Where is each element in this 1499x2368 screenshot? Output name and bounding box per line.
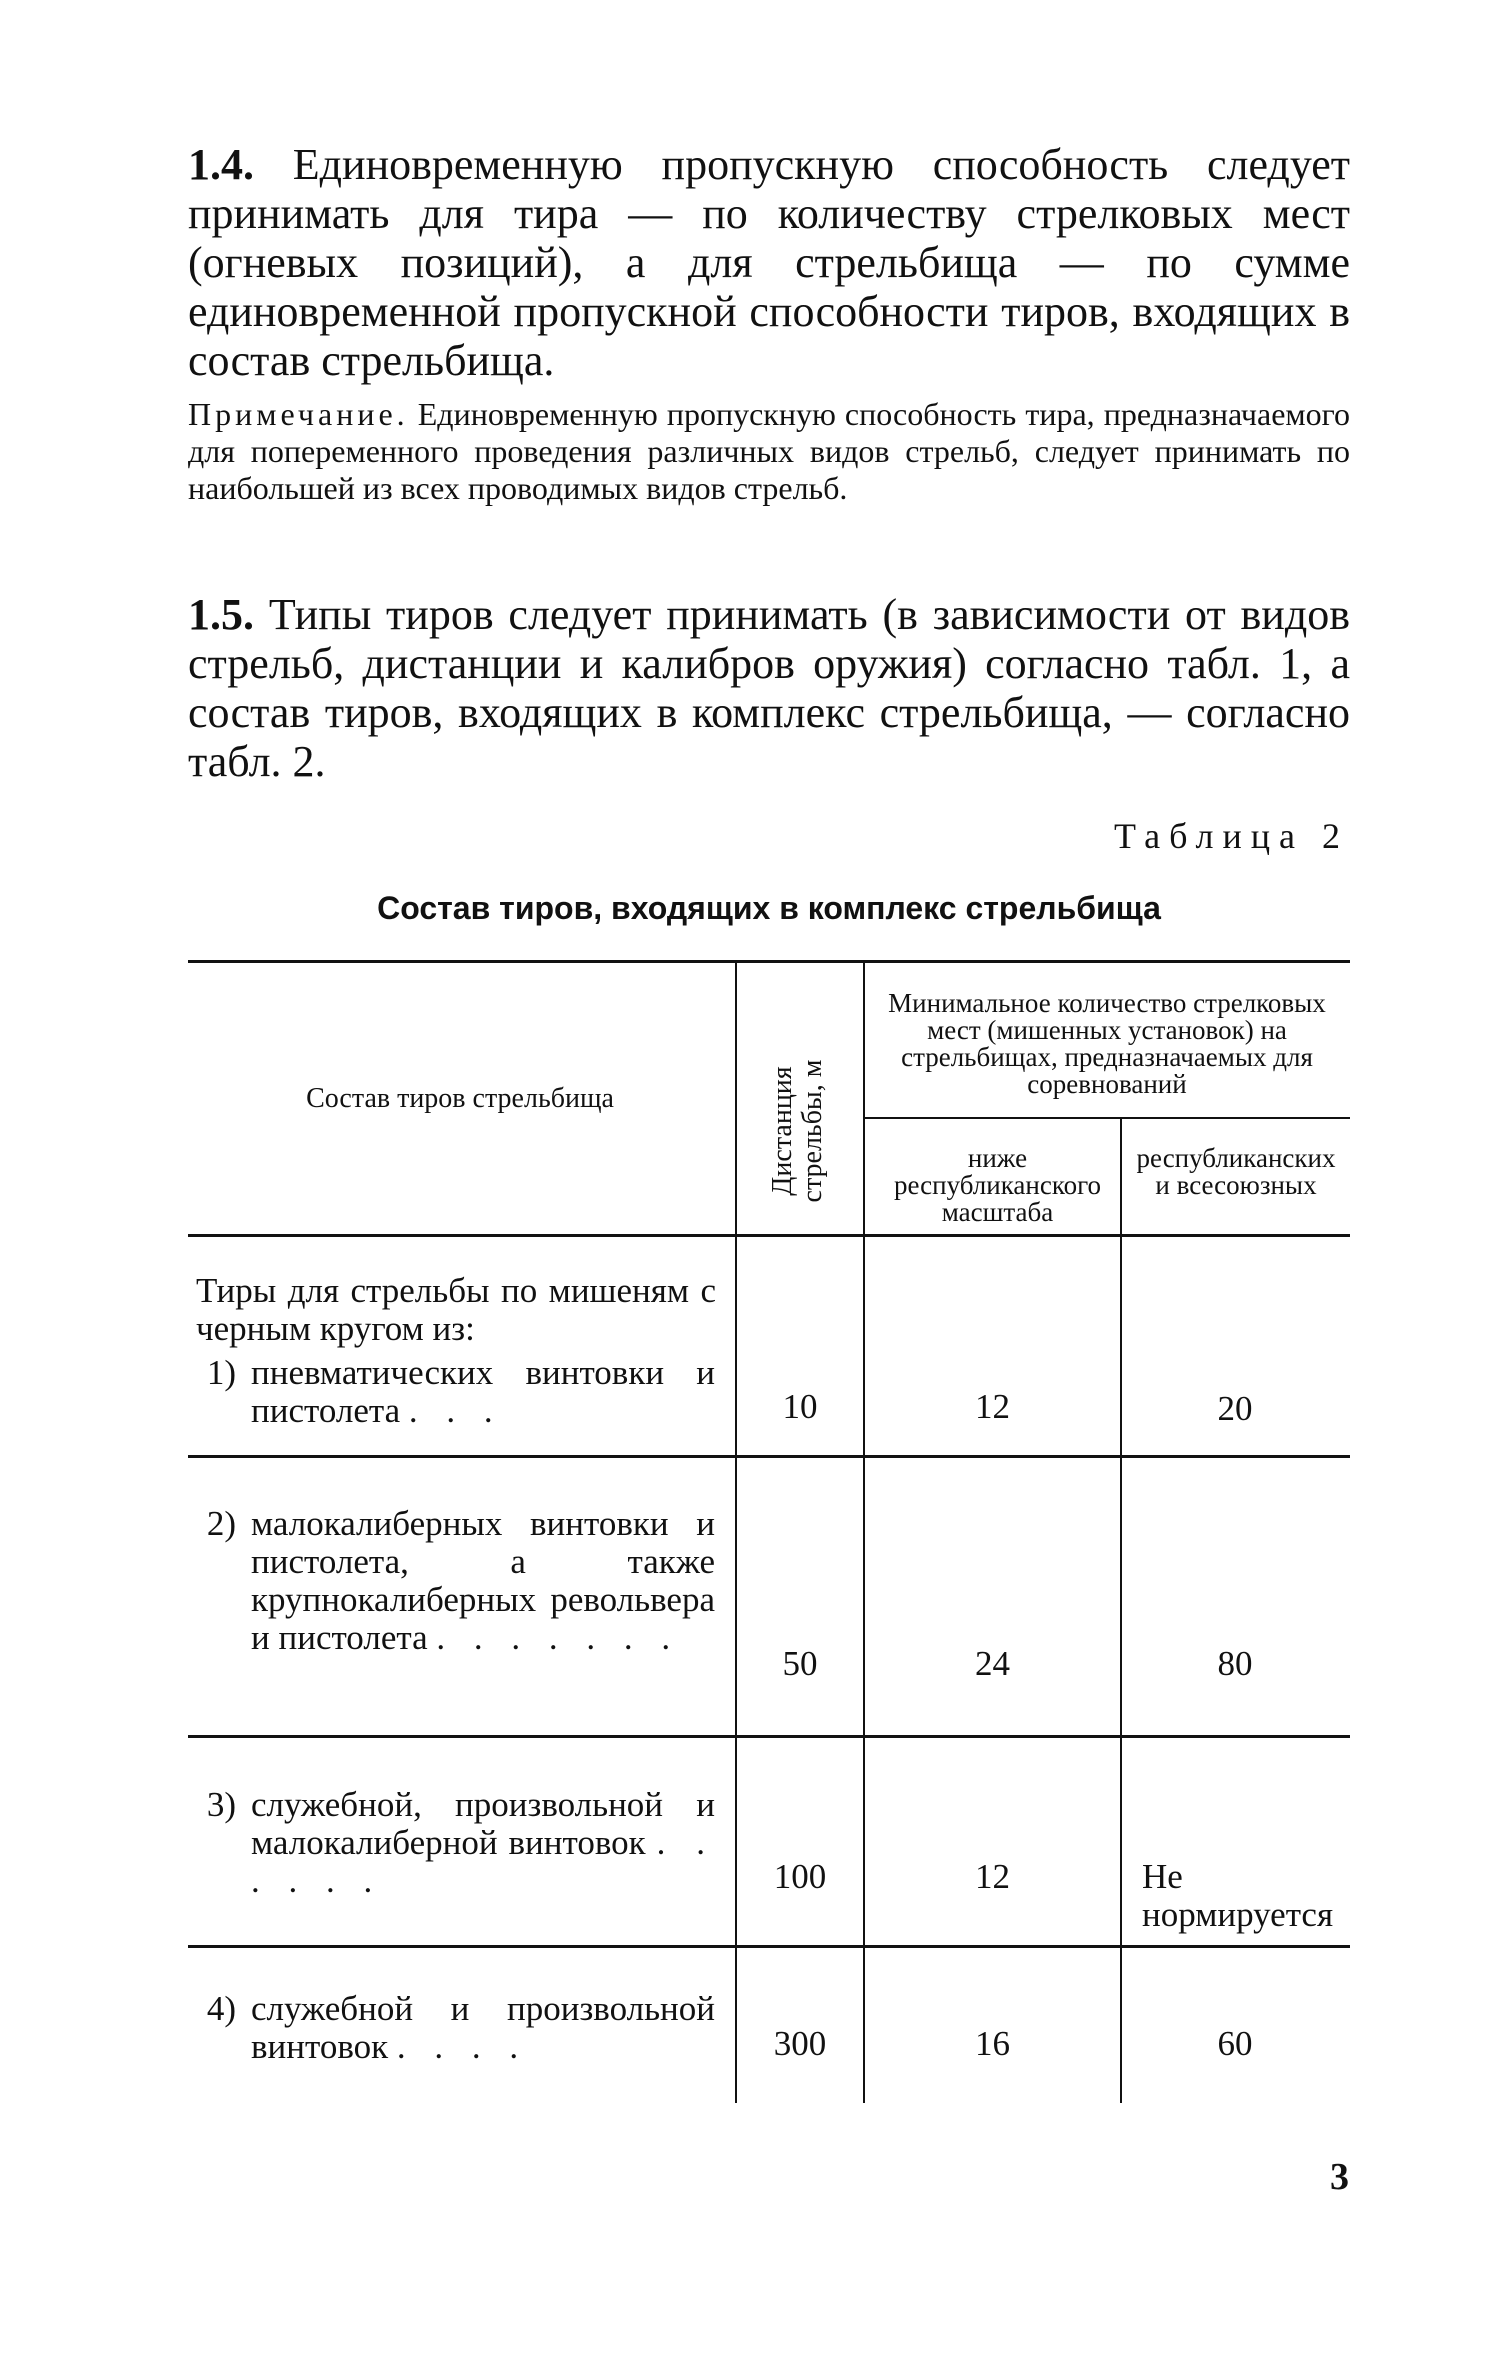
table-row-label (196, 1354, 716, 1434)
row-index: 1) (206, 1353, 236, 1392)
table-row-label (196, 1990, 716, 2070)
header-distance (768, 981, 830, 1281)
row-index: 3) (206, 1785, 236, 1824)
row-distance: 50 (782, 1644, 818, 1683)
row-rule-1 (188, 1455, 1350, 1458)
header-min-places: Минимальное количество стрелковых мест (мишенных установок) на стрельбищах, предназначаемых для соревнований (888, 988, 1326, 1099)
row-below-republic: 12 (975, 1387, 1010, 1426)
table-caption: Таблица 2 (1114, 816, 1349, 856)
row-republic: Не нормируется (1142, 1857, 1334, 1934)
row-republic: 80 (1217, 1644, 1253, 1683)
header-distance-line1: Дистанция (767, 1066, 798, 1196)
paragraph-number: 1.5. (188, 590, 254, 639)
note-label: Примечание. (188, 396, 409, 432)
table-top-rule (188, 960, 1350, 963)
subheader-rule (863, 1117, 1350, 1119)
leader-dots: . . . . (396, 2027, 529, 2066)
column-rule-3 (1120, 1118, 1122, 2103)
row-rule-3 (188, 1945, 1350, 1948)
paragraph-1-5 (188, 590, 1350, 786)
leader-dots: . . . (408, 1391, 503, 1430)
row-distance: 100 (773, 1857, 827, 1896)
header-republic-union: республиканских и всесоюзных (1136, 1143, 1336, 1200)
table-row-label (196, 1505, 716, 1695)
row-republic: 60 (1217, 2024, 1253, 2063)
row-distance: 300 (773, 2024, 827, 2063)
column-rule-2 (863, 963, 865, 2103)
row-republic: 20 (1217, 1389, 1253, 1428)
note (188, 396, 1350, 507)
note-text: Единовременную пропускную способность тира, предназначаемого для попеременного проведения различных видов стрельб, следует принимать по наибольшей из всех проводимых видов стрельб. (188, 396, 1351, 506)
row-label-text: служебной и произвольной винтовок (251, 1989, 715, 2066)
row-distance: 10 (782, 1387, 818, 1426)
row-label-text: малокалиберных винтовки и пистолета, а также крупнокалиберных револьвера и пистолета (251, 1504, 715, 1657)
paragraph-1-4 (188, 140, 1350, 385)
row-label-text: пневматических винтовки и пистолета (251, 1353, 715, 1430)
paragraph-text: Типы тиров следует принимать (в зависимости от видов стрельб, дистанции и калибров оружия) согласно табл. 1, а состав тиров, входящих в комплекс стрельбища, — согласно табл. 2. (188, 590, 1350, 786)
row-index: 2) (206, 1504, 236, 1543)
page-number: 3 (1330, 2156, 1349, 2198)
column-rule-1 (735, 963, 737, 2103)
row-below-republic: 24 (975, 1644, 1010, 1683)
table-row-label (196, 1786, 716, 1906)
header-distance-line2: стрельбы, м (797, 1059, 828, 1203)
header-below-republic: ниже республиканского масштаба (894, 1143, 1101, 1227)
paragraph-number: 1.4. (188, 140, 254, 189)
table-intro: Тиры для стрельбы по мишеням с черным кругом из: (196, 1271, 716, 1348)
row-rule-2 (188, 1735, 1350, 1738)
paragraph-text: Единовременную пропускную способность следует принимать для тира — по количеству стрелковых мест (огневых позиций), а для стрельбища — по сумме единовременной пропускной способности тиров, входящих в состав стрельбища. (188, 140, 1350, 385)
header-composition: Состав тиров стрельбища (306, 1083, 614, 1114)
row-below-republic: 16 (975, 2024, 1010, 2063)
leader-dots: . . . . . . . (436, 1618, 681, 1657)
table-title: Состав тиров, входящих в комплекс стрельбища (377, 890, 1161, 926)
row-below-republic: 12 (975, 1857, 1010, 1896)
row-index: 4) (206, 1989, 236, 2028)
row-label-text: служебной, произвольной и малокалиберной винтовок (251, 1785, 715, 1862)
leader-dots: . . . . . . (251, 1823, 715, 1900)
